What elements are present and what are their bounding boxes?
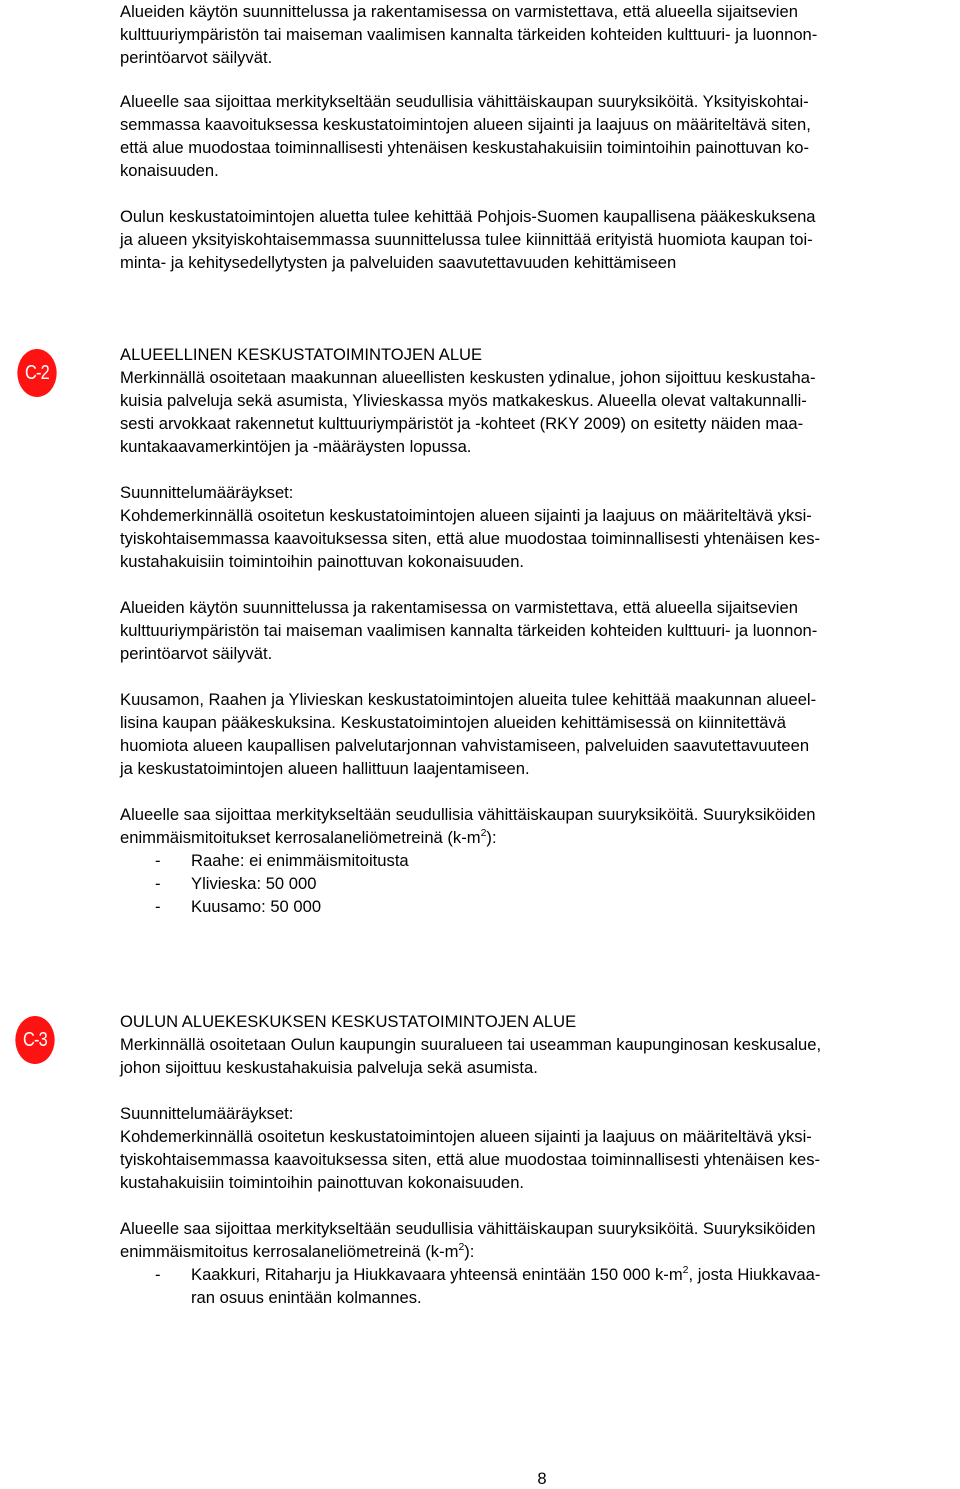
- list-item-text: Kuusamo: 50 000: [191, 897, 322, 917]
- top-paragraph-2: Alueelle saa sijoittaa merkitykseltään seudullisia vähittäiskaupan suuryksiköitä. Yksityiskohtai- semmassa kaavoituksessa keskustatoimintojen alueen sijainti ja laajuus on määriteltävä siten, että alue muodostaa toiminnallisesti yhtenäisen keskustahakuisiin toimintoihin painottuvan ko- konaisuuden.: [120, 92, 811, 181]
- c2-rules-label: Suunnittelumääräykset:: [120, 483, 294, 502]
- c2-section-3: [120, 596, 958, 665]
- c2-p5-text: enimmäismitoitukset kerrosalaneliömetreinä (k-m: [120, 828, 481, 848]
- c2-section: [120, 343, 958, 458]
- c3-section: [120, 1010, 958, 1079]
- list-item: [120, 849, 958, 872]
- c3-p3-text: enimmäismitoitus kerrosalaneliömetreinä (k-m: [120, 1242, 459, 1262]
- c2-paragraph-5-line-1: Alueelle saa sijoittaa merkitykseltään seudullisia vähittäiskaupan suuryksiköitä. Suuryksiköiden: [120, 805, 816, 824]
- list-item-text: Raahe: ei enimmäismitoitusta: [191, 851, 409, 871]
- list-item-text: [191, 1265, 820, 1307]
- c2-list: [120, 849, 958, 918]
- c2-paragraph-2: Kohdemerkinnällä osoitetun keskustatoimintojen alueen sijainti ja laajuus on määriteltävä yksi- tyiskohtaisemmassa kaavoituksessa siten, että alue muodostaa toiminnallisesti yhtenäisen kes- kustahakuisiin toimintoihin painottuvan kokonaisuuden.: [120, 506, 821, 572]
- list-item-text: Ylivieska: 50 000: [191, 874, 317, 894]
- c3-list: [120, 1263, 958, 1309]
- c2-p5-text-end: ):: [486, 828, 497, 848]
- c3-p3-superscript: 2: [458, 1240, 465, 1253]
- list-item: [120, 872, 958, 895]
- c3-section-3: [120, 1217, 958, 1309]
- c3-badge-label: C-3: [23, 1028, 47, 1051]
- c3-paragraph-2: Kohdemerkinnällä osoitetun keskustatoimintojen alueen sijainti ja laajuus on määriteltävä yksi- tyiskohtaisemmassa kaavoituksessa siten, että alue muodostaa toiminnallisesti yhtenäisen kes- kustahakuisiin toimintoihin painottuvan kokonaisuuden.: [120, 1127, 821, 1193]
- c2-rules: [120, 481, 958, 573]
- c2-paragraph-5-line-2: [120, 826, 958, 849]
- top-section-2: [120, 90, 958, 182]
- c2-paragraph-1: Merkinnällä osoitetaan maakunnan alueellisten keskusten ydinalue, johon sijoittuu keskustaha- kuisia palveluja sekä asumista, Ylivieskassa myös matkakeskus. Alueella olevat valtakunnalli- sesti arvokkaat rakennetut kulttuuriympäristöt ja -kohteet (RKY 2009) on esitetty näiden maa- kuntakaavamerkintöjen ja -määräysten lopussa.: [120, 368, 816, 457]
- c3-rules-label: Suunnittelumääräykset:: [120, 1104, 294, 1123]
- c3-p3-text-end: ):: [464, 1242, 475, 1262]
- c2-p5-superscript: 2: [480, 826, 487, 839]
- top-section: [120, 0, 958, 69]
- top-paragraph-3: Oulun keskustatoimintojen aluetta tulee kehittää Pohjois-Suomen kaupallisena pääkeskuksena ja alueen yksityiskohtaisemmassa suunnittelussa tulee kiinnittää erityistä huomiota kaupan toi- minta- ja kehitysedellytysten ja palveluiden saavutettavuuden kehittämiseen: [120, 207, 816, 273]
- c3-paragraph-3-line-2: [120, 1240, 958, 1263]
- c2-section-5: [120, 803, 958, 918]
- list-item: [120, 895, 958, 918]
- c2-paragraph-4: Kuusamon, Raahen ja Ylivieskan keskustatoimintojen alueita tulee kehittää maakunnan alueel- lisina kaupan pääkeskuksina. Keskustatoimintojen alueiden kehittämisessä on kiinnitettävä huomiota alueen kaupallisen palvelutarjonnan vahvistamiseen, palveluiden saavutettavuuteen ja keskustatoimintojen alueen hallittuun laajentamiseen.: [120, 690, 817, 779]
- top-paragraph-1: Alueiden käytön suunnittelussa ja rakentamisessa on varmistettava, että alueella sijaitsevien kulttuuriympäristön tai maiseman vaalimisen kannalta tärkeiden kohteiden kulttuuri- ja luonnon- perintöarvot säilyvät.: [120, 2, 818, 68]
- page-number: 8: [537, 1469, 547, 1488]
- c2-badge: [17, 349, 56, 397]
- list-dash: -: [155, 851, 161, 871]
- c2-paragraph-3: Alueiden käytön suunnittelussa ja rakentamisessa on varmistettava, että alueella sijaitsevien kulttuuriympäristön tai maiseman vaalimisen kannalta tärkeiden kohteiden kulttuuri- ja luonnon- perintöarvot säilyvät.: [120, 598, 818, 664]
- list-dash: -: [155, 1265, 161, 1285]
- c3-paragraph-3-line-1: Alueelle saa sijoittaa merkitykseltään seudullisia vähittäiskaupan suuryksiköitä. Suuryksiköiden: [120, 1219, 816, 1238]
- c3-paragraph-1: Merkinnällä osoitetaan Oulun kaupungin suuralueen tai useamman kaupunginosan keskusalue, johon sijoittuu keskustahakuisia palveluja sekä asumista.: [120, 1035, 822, 1078]
- top-section-3: [120, 205, 958, 274]
- c3-list-superscript: 2: [682, 1263, 689, 1276]
- c2-section-4: [120, 688, 958, 780]
- list-item: [120, 1263, 958, 1309]
- list-dash: -: [155, 897, 161, 917]
- c3-rules: [120, 1102, 958, 1194]
- c2-badge-label: C-2: [25, 361, 49, 384]
- c3-badge: [15, 1016, 54, 1064]
- list-dash: -: [155, 874, 161, 894]
- c3-list-text: Kaakkuri, Ritaharju ja Hiukkavaara yhteensä enintään 150 000 k-m: [191, 1265, 683, 1285]
- c3-heading: OULUN ALUEKESKUKSEN KESKUSTATOIMINTOJEN ALUE: [120, 1012, 577, 1031]
- c2-heading: ALUEELLINEN KESKUSTATOIMINTOJEN ALUE: [120, 345, 483, 364]
- c3-list-text-end: , josta Hiukkavaa- ran osuus enintään kolmannes.: [191, 1265, 821, 1308]
